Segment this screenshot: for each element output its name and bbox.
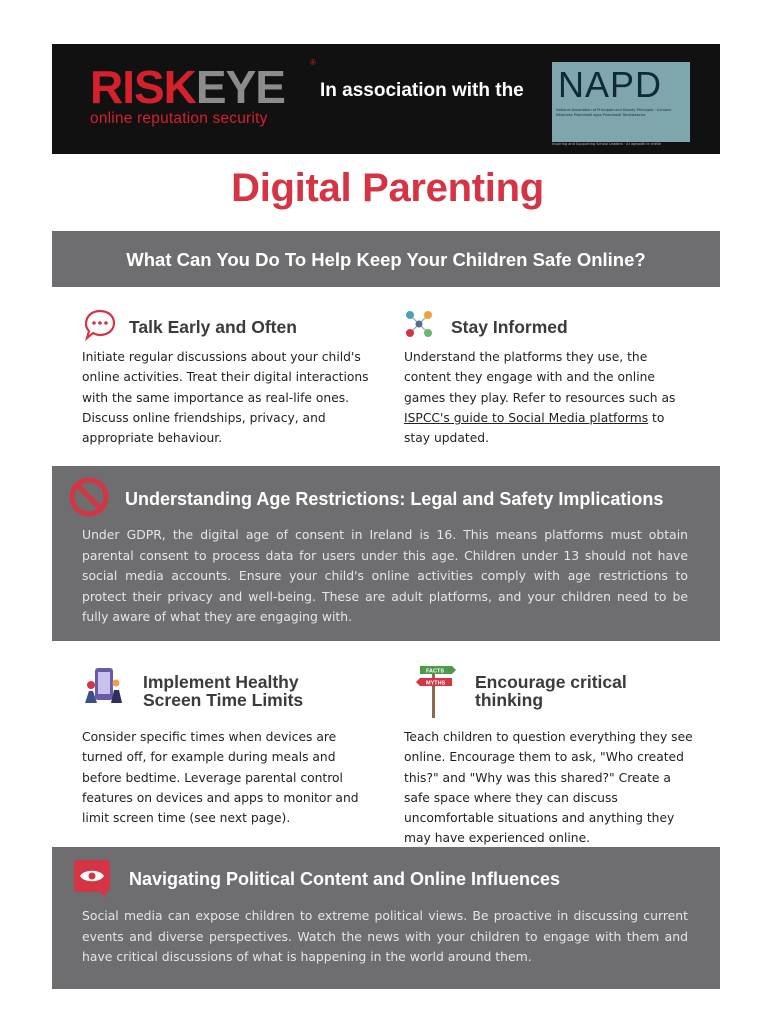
critical-heading-line1: Encourage critical	[475, 672, 627, 692]
association-text: In association with the	[320, 80, 524, 101]
screen-heading-line2: Screen Time Limits	[143, 690, 304, 710]
informed-heading: Stay Informed	[451, 317, 568, 337]
registered-mark: ®	[310, 58, 316, 67]
sign-myths-label: MYTHS	[426, 680, 446, 687]
informed-body-text: Understand the platforms they use, the content they engage with and the online games they play. Refer to resources such as	[404, 350, 676, 405]
header-banner	[52, 44, 720, 154]
informed-body	[404, 347, 694, 448]
critical-heading	[475, 673, 627, 709]
signpost-icon	[412, 662, 460, 722]
question-bar	[52, 231, 720, 287]
prohibited-icon	[68, 476, 110, 522]
ispcc-guide-link[interactable]: ISPCC's guide to Social Media platforms	[404, 410, 649, 425]
political-body: Social media can expose children to extreme political views. Be proactive in discussing current events and diverse perspectives. Watch the news with your children to engage with them and have critical discussions of what is happening in the world around them.	[82, 908, 688, 964]
screen-heading-line1: Implement Healthy	[143, 672, 299, 692]
logo-risk-text: RISK	[90, 61, 196, 113]
political-content-panel	[52, 847, 720, 989]
network-icon	[402, 307, 436, 345]
screen-body: Consider specific times when devices are turned off, for example during meals and before bedtime. Leverage parental control features on devices and apps to monitor and limit screen time (see next page).	[82, 730, 359, 826]
question-bar-text: What Can You Do To Help Keep Your Children Safe Online?	[126, 249, 646, 270]
critical-heading-line2: thinking	[475, 690, 544, 710]
age-body: Under GDPR, the digital age of consent in Ireland is 16. This means platforms must obtain parental consent to process data for users under this age. Children under 13 should not have social media accounts. Ensure your child's online activities comply with age restrictions to protect their privacy and well-being. These are adult platforms, and your children need to be fully aware of what they are engaging with.	[82, 527, 688, 624]
riskeye-logo	[90, 61, 285, 113]
page-title: Digital Parenting	[231, 166, 544, 210]
sign-facts-label: FACTS	[426, 668, 445, 675]
logo-tagline: online reputation security	[90, 110, 268, 127]
speech-bubble-icon	[82, 308, 118, 346]
napd-logo-text: NAPD	[558, 64, 663, 105]
talk-body: Initiate regular discussions about your child's online activities. Treat their digital interactions with the same importance as real-life ones. Discuss online friendships, privacy, and appropriate behaviour.	[82, 350, 369, 446]
age-heading: Understanding Age Restrictions: Legal and Safety Implications	[125, 489, 664, 509]
informed-body-end: to stay updated.	[404, 410, 665, 446]
critical-body: Teach children to question everything they see online. Encourage them to ask, "Who created this?" and "Why was this shared?" Create a safe space where they can discuss uncomfortable situations and anything they may have experienced online.	[404, 730, 693, 846]
age-restrictions-panel	[52, 466, 720, 641]
talk-heading: Talk Early and Often	[129, 317, 297, 337]
napd-footer: Inspiring and Supporting School Leaders · Ar aghaidh le chéile	[552, 142, 662, 146]
phone-users-icon	[82, 665, 124, 711]
screen-heading	[143, 673, 303, 709]
eye-icon	[72, 858, 112, 902]
political-heading: Navigating Political Content and Online Influences	[129, 869, 561, 889]
napd-logo	[552, 62, 690, 142]
napd-subtext: National Association of Principals and Deputy Principals · Cumann Náisiúnta Príomhoidí agus Príomhoidí Tánaisteacha	[556, 108, 672, 117]
logo-eye-text: EYE	[195, 61, 285, 113]
